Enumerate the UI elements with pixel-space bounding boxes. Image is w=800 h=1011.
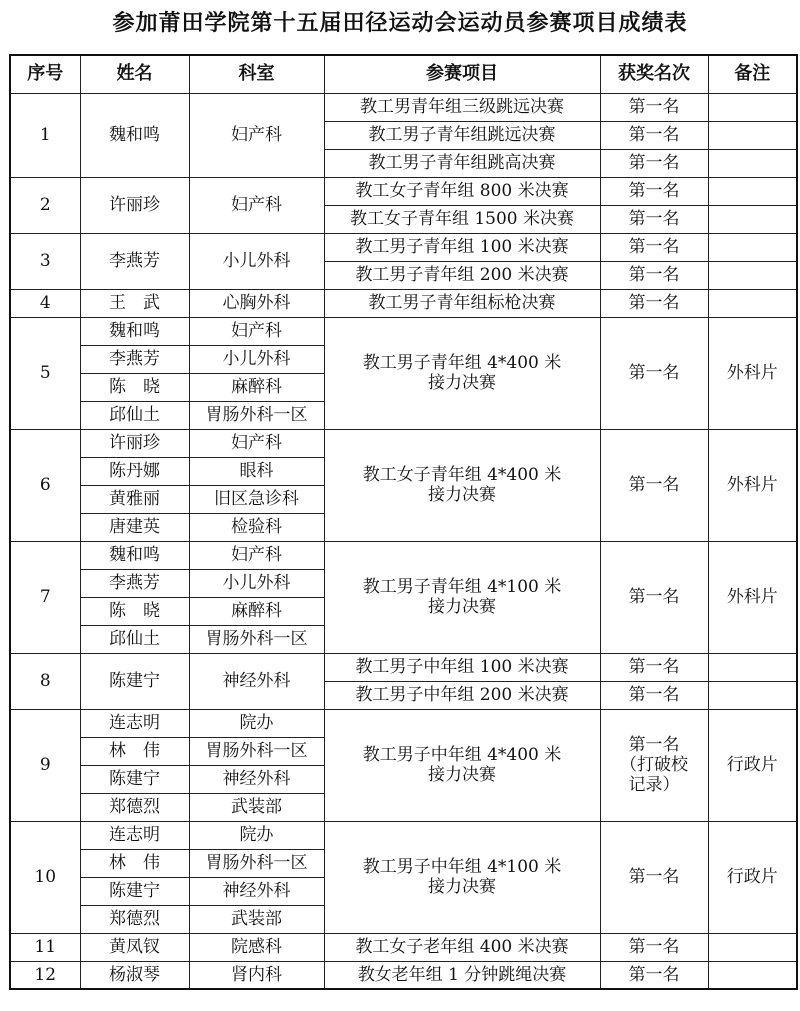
department: 武装部 bbox=[189, 905, 324, 933]
rank: 第一名 bbox=[600, 233, 708, 261]
table-row bbox=[10, 653, 797, 681]
department: 心胸外科 bbox=[189, 289, 324, 317]
table-row bbox=[10, 429, 797, 457]
table-row bbox=[10, 961, 797, 989]
note bbox=[708, 121, 797, 149]
department: 胃肠外科一区 bbox=[189, 401, 324, 429]
event-name: 教工女子老年组 400 米决赛 bbox=[324, 933, 600, 961]
header-rank: 获奖名次 bbox=[600, 55, 708, 93]
athlete-name: 连志明 bbox=[80, 709, 189, 737]
note bbox=[708, 289, 797, 317]
table-row bbox=[10, 709, 797, 737]
department: 肾内科 bbox=[189, 961, 324, 989]
event-name: 教工男子青年组标枪决赛 bbox=[324, 289, 600, 317]
results-table bbox=[9, 54, 798, 990]
athlete-name: 王 武 bbox=[80, 289, 189, 317]
department: 麻醉科 bbox=[189, 373, 324, 401]
table-row bbox=[10, 177, 797, 205]
table-row bbox=[10, 289, 797, 317]
note bbox=[708, 681, 797, 709]
header-dept: 科室 bbox=[189, 55, 324, 93]
row-number: 3 bbox=[10, 233, 80, 289]
row-number: 11 bbox=[10, 933, 80, 961]
department: 神经外科 bbox=[189, 765, 324, 793]
rank: 第一名 bbox=[600, 933, 708, 961]
rank: 第一名 bbox=[600, 205, 708, 233]
rank: 第一名 bbox=[600, 289, 708, 317]
athlete-name: 黄凤钗 bbox=[80, 933, 189, 961]
row-number: 10 bbox=[10, 821, 80, 933]
department: 院办 bbox=[189, 709, 324, 737]
table-row bbox=[10, 233, 797, 261]
event-name: 教工男子青年组 4*100 米 接力决赛 bbox=[324, 541, 600, 653]
department: 眼科 bbox=[189, 457, 324, 485]
table-row bbox=[10, 93, 797, 121]
event-name: 教工女子青年组 4*400 米 接力决赛 bbox=[324, 429, 600, 541]
department: 旧区急诊科 bbox=[189, 485, 324, 513]
rank: 第一名 bbox=[600, 317, 708, 429]
event-name: 教工男子中年组 200 米决赛 bbox=[324, 681, 600, 709]
department: 妇产科 bbox=[189, 317, 324, 345]
row-number: 7 bbox=[10, 541, 80, 653]
row-number: 6 bbox=[10, 429, 80, 541]
rank: 第一名 bbox=[600, 653, 708, 681]
event-name: 教女老年组 1 分钟跳绳决赛 bbox=[324, 961, 600, 989]
athlete-name: 陈 晓 bbox=[80, 373, 189, 401]
table-row bbox=[10, 821, 797, 849]
athlete-name: 邱仙土 bbox=[80, 401, 189, 429]
event-name: 教工女子青年组 800 米决赛 bbox=[324, 177, 600, 205]
athlete-name: 唐建英 bbox=[80, 513, 189, 541]
athlete-name: 许丽珍 bbox=[80, 177, 189, 233]
note bbox=[708, 933, 797, 961]
athlete-name: 李燕芳 bbox=[80, 569, 189, 597]
rank: 第一名 bbox=[600, 429, 708, 541]
event-name: 教工男子中年组 4*400 米 接力决赛 bbox=[324, 709, 600, 821]
department: 院感科 bbox=[189, 933, 324, 961]
department: 武装部 bbox=[189, 793, 324, 821]
rank: 第一名 bbox=[600, 821, 708, 933]
rank: 第一名 bbox=[600, 961, 708, 989]
note bbox=[708, 961, 797, 989]
rank: 第一名 bbox=[600, 681, 708, 709]
athlete-name: 李燕芳 bbox=[80, 233, 189, 289]
note bbox=[708, 177, 797, 205]
athlete-name: 陈建宁 bbox=[80, 765, 189, 793]
athlete-name: 杨淑琴 bbox=[80, 961, 189, 989]
rank: 第一名 （打破校 记录） bbox=[600, 709, 708, 821]
event-name: 教工男子青年组 200 米决赛 bbox=[324, 261, 600, 289]
table-row bbox=[10, 317, 797, 345]
department: 胃肠外科一区 bbox=[189, 849, 324, 877]
department: 院办 bbox=[189, 821, 324, 849]
table-row bbox=[10, 933, 797, 961]
department: 神经外科 bbox=[189, 653, 324, 709]
department: 麻醉科 bbox=[189, 597, 324, 625]
athlete-name: 魏和鸣 bbox=[80, 541, 189, 569]
page-title: 参加莆田学院第十五届田径运动会运动员参赛项目成绩表 bbox=[112, 11, 688, 36]
row-number: 1 bbox=[10, 93, 80, 177]
department: 胃肠外科一区 bbox=[189, 625, 324, 653]
athlete-name: 林 伟 bbox=[80, 849, 189, 877]
event-name: 教工男子青年组跳远决赛 bbox=[324, 121, 600, 149]
row-number: 5 bbox=[10, 317, 80, 429]
note: 行政片 bbox=[708, 709, 797, 821]
department: 妇产科 bbox=[189, 177, 324, 233]
athlete-name: 郑德烈 bbox=[80, 793, 189, 821]
note bbox=[708, 261, 797, 289]
note: 外科片 bbox=[708, 317, 797, 429]
note bbox=[708, 93, 797, 121]
rank: 第一名 bbox=[600, 177, 708, 205]
athlete-name: 陈建宁 bbox=[80, 653, 189, 709]
note bbox=[708, 653, 797, 681]
event-name: 教工男子中年组 100 米决赛 bbox=[324, 653, 600, 681]
athlete-name: 魏和鸣 bbox=[80, 317, 189, 345]
event-name: 教工男青年组三级跳远决赛 bbox=[324, 93, 600, 121]
event-name: 教工男子青年组跳高决赛 bbox=[324, 149, 600, 177]
athlete-name: 邱仙土 bbox=[80, 625, 189, 653]
row-number: 8 bbox=[10, 653, 80, 709]
row-number: 4 bbox=[10, 289, 80, 317]
rank: 第一名 bbox=[600, 541, 708, 653]
header-event: 参赛项目 bbox=[324, 55, 600, 93]
event-name: 教工男子青年组 4*400 米 接力决赛 bbox=[324, 317, 600, 429]
department: 小儿外科 bbox=[189, 345, 324, 373]
rank: 第一名 bbox=[600, 261, 708, 289]
athlete-name: 黄雅丽 bbox=[80, 485, 189, 513]
department: 妇产科 bbox=[189, 429, 324, 457]
athlete-name: 陈丹娜 bbox=[80, 457, 189, 485]
rank: 第一名 bbox=[600, 93, 708, 121]
department: 妇产科 bbox=[189, 541, 324, 569]
athlete-name: 许丽珍 bbox=[80, 429, 189, 457]
rank: 第一名 bbox=[600, 121, 708, 149]
athlete-name: 连志明 bbox=[80, 821, 189, 849]
row-number: 9 bbox=[10, 709, 80, 821]
event-name: 教工女子青年组 1500 米决赛 bbox=[324, 205, 600, 233]
department: 妇产科 bbox=[189, 93, 324, 177]
athlete-name: 林 伟 bbox=[80, 737, 189, 765]
header-no: 序号 bbox=[10, 55, 80, 93]
department: 小儿外科 bbox=[189, 569, 324, 597]
note: 外科片 bbox=[708, 429, 797, 541]
department: 胃肠外科一区 bbox=[189, 737, 324, 765]
note: 行政片 bbox=[708, 821, 797, 933]
department: 小儿外科 bbox=[189, 233, 324, 289]
note bbox=[708, 205, 797, 233]
header-note: 备注 bbox=[708, 55, 797, 93]
table-body bbox=[10, 93, 797, 989]
event-name: 教工男子青年组 100 米决赛 bbox=[324, 233, 600, 261]
event-name: 教工男子中年组 4*100 米 接力决赛 bbox=[324, 821, 600, 933]
athlete-name: 陈 晓 bbox=[80, 597, 189, 625]
table-row bbox=[10, 541, 797, 569]
note bbox=[708, 149, 797, 177]
athlete-name: 李燕芳 bbox=[80, 345, 189, 373]
rank: 第一名 bbox=[600, 149, 708, 177]
athlete-name: 魏和鸣 bbox=[80, 93, 189, 177]
header-name: 姓名 bbox=[80, 55, 189, 93]
note: 外科片 bbox=[708, 541, 797, 653]
row-number: 12 bbox=[10, 961, 80, 989]
note bbox=[708, 233, 797, 261]
header-row bbox=[10, 55, 797, 93]
row-number: 2 bbox=[10, 177, 80, 233]
athlete-name: 陈建宁 bbox=[80, 877, 189, 905]
athlete-name: 郑德烈 bbox=[80, 905, 189, 933]
department: 神经外科 bbox=[189, 877, 324, 905]
department: 检验科 bbox=[189, 513, 324, 541]
